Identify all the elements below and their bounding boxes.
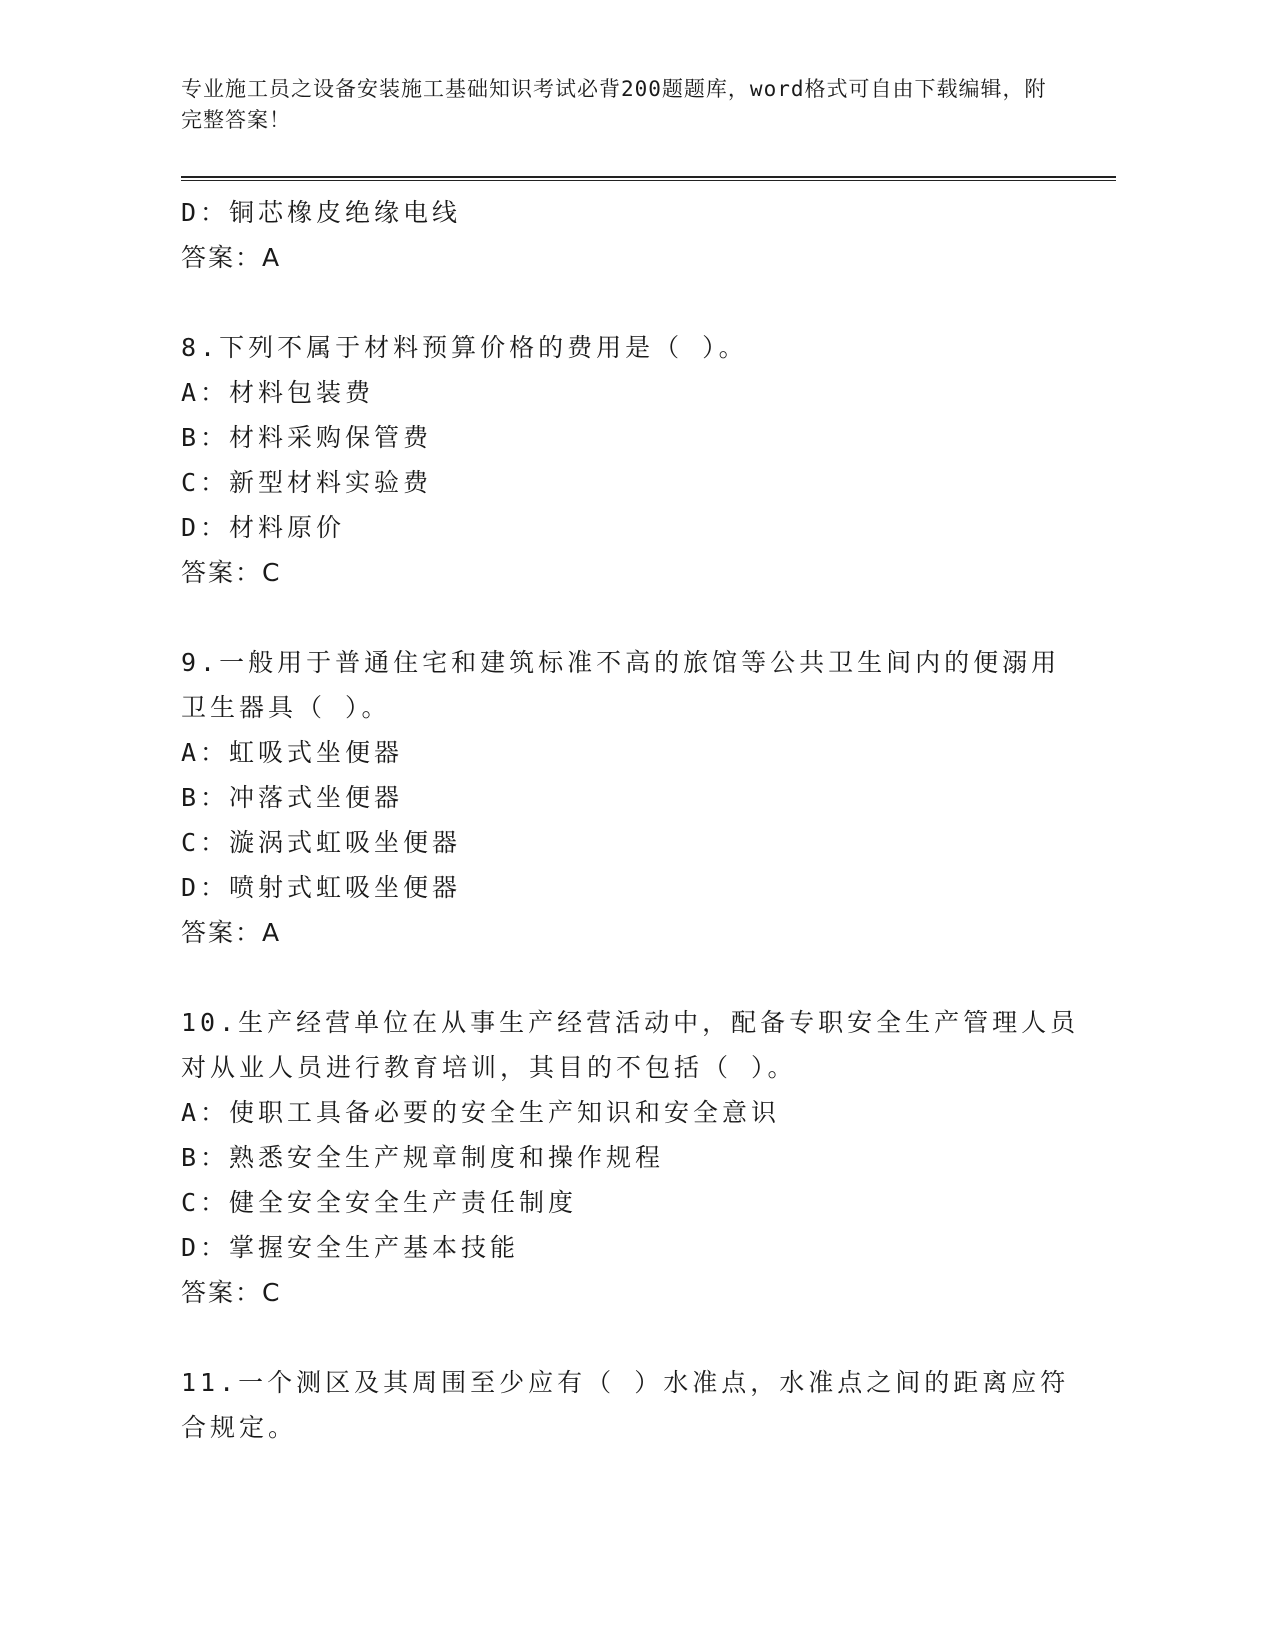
question-9-stem-line1: 9.一般用于普通住宅和建筑标准不高的旅馆等公共卫生间内的便溺用 — [181, 648, 1061, 677]
header-divider — [181, 176, 1116, 181]
question-8-option-d: D：材料原价 — [181, 513, 346, 542]
question-8-stem: 8.下列不属于材料预算价格的费用是（ ）。 — [181, 333, 748, 362]
question-10-stem-line2: 对从业人员进行教育培训，其目的不包括（ ）。 — [181, 1053, 797, 1082]
question-10-option-d: D：掌握安全生产基本技能 — [181, 1233, 520, 1262]
question-9-option-a: A：虹吸式坐便器 — [181, 738, 404, 767]
question-8-answer: 答案：C — [181, 558, 282, 587]
question-11-stem-line1: 11.一个测区及其周围至少应有（ ）水准点，水准点之间的距离应符 — [181, 1368, 1070, 1397]
question-content — [181, 190, 1080, 1450]
spacer — [181, 280, 1061, 325]
question-9-stem-line2: 卫生器具（ ）。 — [181, 693, 391, 722]
question-10-option-a: A：使职工具备必要的安全生产知识和安全意识 — [181, 1098, 781, 1127]
question-9-option-c: C：漩涡式虹吸坐便器 — [181, 828, 462, 857]
question-8-option-a: A：材料包装费 — [181, 378, 375, 407]
question-10-option-c: C：健全安全安全生产责任制度 — [181, 1188, 578, 1217]
prev-answer: 答案：A — [181, 243, 282, 272]
question-9-option-b: B：冲落式坐便器 — [181, 783, 404, 812]
question-10-stem-line1: 10.生产经营单位在从事生产经营活动中，配备专职安全生产管理人员 — [181, 1008, 1080, 1037]
question-8-option-c: C：新型材料实验费 — [181, 468, 433, 497]
prev-option-d: D：铜芯橡皮绝缘电线 — [181, 198, 462, 227]
question-11-stem-line2: 合规定。 — [181, 1413, 298, 1442]
question-10-option-b: B：熟悉安全生产规章制度和操作规程 — [181, 1143, 665, 1172]
question-10-answer: 答案：C — [181, 1278, 282, 1307]
question-9-option-d: D：喷射式虹吸坐便器 — [181, 873, 462, 902]
question-8-option-b: B：材料采购保管费 — [181, 423, 433, 452]
spacer — [181, 955, 1061, 1000]
spacer — [181, 595, 1061, 640]
question-9-answer: 答案：A — [181, 918, 282, 947]
spacer — [181, 1315, 1061, 1360]
document-header: 专业施工员之设备安装施工基础知识考试必背200题题库，word格式可自由下载编辑，附完整答案！ — [181, 77, 1047, 132]
